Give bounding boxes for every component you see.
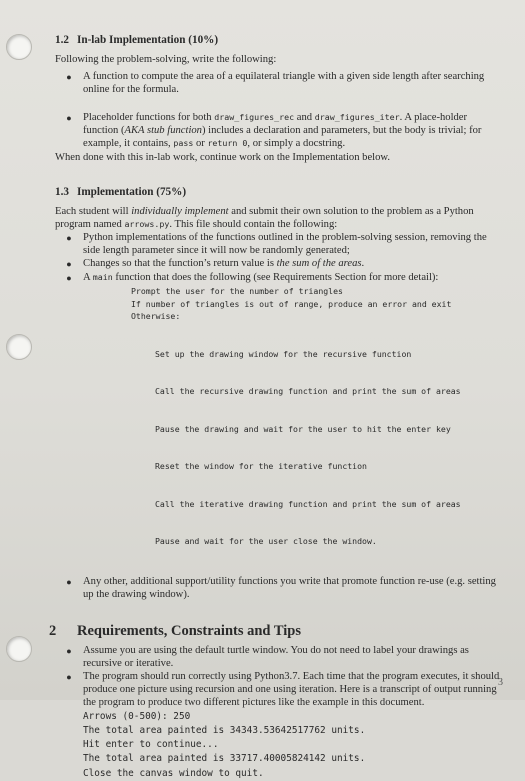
transcript-line: The total area painted is 33717.40005824142 units.: [83, 753, 366, 765]
code-line: Reset the window for the iterative function: [155, 461, 367, 471]
list-item: ● Placeholder functions for both draw_figures_rec and draw_figures_iter. A place-holder function (AKA stub function) includes a declaration and parameters, but the body is trivial; for example, it contains, pass or return 0, or simply a docstring.: [55, 111, 500, 150]
section-1-2-intro: Following the problem-solving, write the following:: [55, 54, 277, 65]
output-transcript: [83, 710, 500, 781]
bullet-icon: ●: [66, 259, 72, 269]
page-number: 3: [498, 677, 503, 688]
list-item: ● Assume you are using the default turtle window. You do not need to label your drawings as recursive or iterative.: [55, 644, 500, 670]
section-2-heading: 2 Requirements, Constraints and Tips: [49, 622, 301, 639]
bullet-icon: ●: [66, 671, 72, 682]
section-1-2-heading: 1.2 In-lab Implementation (10%): [55, 34, 219, 46]
section-1-3-intro: Each student will individually implement and submit their own solution to the problem as a Python program named arrows.py. This file should contain the following:: [55, 206, 474, 230]
binder-hole-top: [6, 34, 32, 60]
code-line: Prompt the user for the number of triangles: [131, 286, 343, 296]
list-item: ● A function to compute the area of a equilateral triangle with a given side length after searching online for the formula.: [55, 70, 500, 96]
section-1-2-outro: When done with this in-lab work, continue work on the Implementation below.: [55, 152, 391, 163]
list-item: ● Any other, additional support/utility functions you write that promote function re-use (e.g. setting up the drawing window).: [55, 575, 500, 601]
transcript-line: Close the canvas window to quit.: [83, 767, 264, 779]
section-1-3-heading: 1.3 Implementation (75%): [55, 186, 187, 198]
list-item: ● A main function that does the following (see Requirements Section for more detail):: [55, 271, 500, 285]
code-line: Pause and wait for the user close the window.: [155, 536, 377, 546]
transcript-line: Hit enter to continue...: [83, 739, 219, 751]
bullet-icon: ●: [66, 72, 72, 82]
list-item: ● Python implementations of the functions outlined in the problem-solving session, removing the side length parameter since it will now be randomly generated;: [55, 231, 500, 257]
code-line: Call the recursive drawing function and print the sum of areas: [155, 386, 461, 396]
code-line: Set up the drawing window for the recursive function: [155, 348, 412, 359]
list-item: ● The program should run correctly using Python3.7. Each time that the program executes, it should produce one picture using recursion and one using iteration. Here is a transcript of output running the program to produce two different pictures like the example in this document.: [55, 670, 500, 709]
bullet-icon: ●: [66, 645, 72, 656]
pseudocode-block: [131, 285, 500, 573]
binder-hole-middle: [6, 334, 32, 360]
bullet-icon: ●: [66, 113, 72, 123]
code-line: If number of triangles is out of range, produce an error and exit: [131, 298, 452, 309]
code-line: Otherwise:: [131, 311, 181, 321]
transcript-line: Arrows (0-500): 250: [83, 710, 191, 722]
binder-hole-bottom: [6, 636, 32, 662]
bullet-icon: ●: [66, 233, 72, 243]
bullet-icon: ●: [66, 273, 72, 283]
list-item: ● Changes so that the function’s return value is the sum of the areas.: [55, 257, 500, 271]
code-line: Pause the drawing and wait for the user to hit the enter key: [155, 423, 451, 434]
code-line: Call the iterative drawing function and print the sum of areas: [155, 498, 461, 509]
bullet-icon: ●: [66, 576, 72, 587]
transcript-line: The total area painted is 34343.53642517762 units.: [83, 724, 366, 736]
document-body: [49, 34, 500, 781]
